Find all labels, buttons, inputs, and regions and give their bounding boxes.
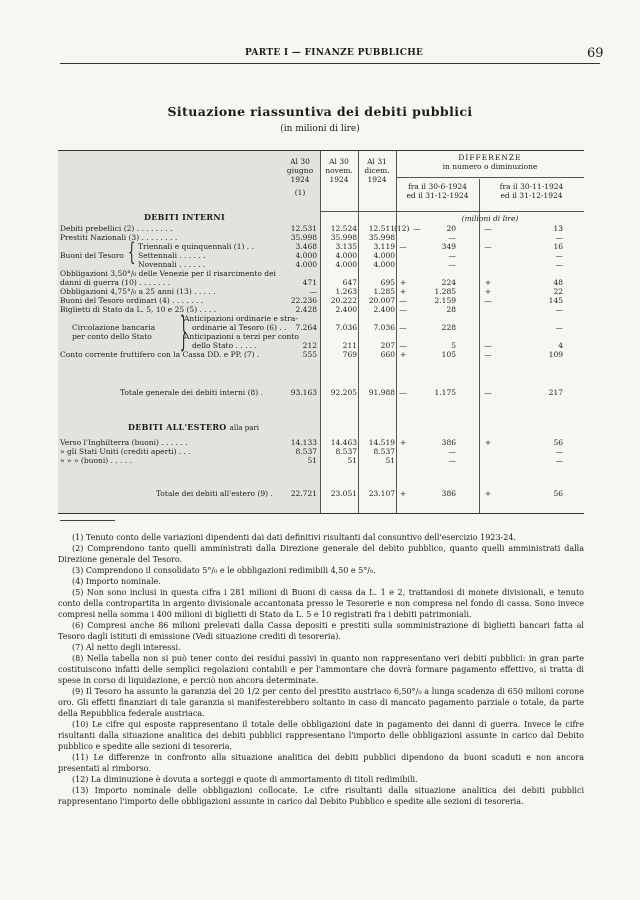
units-note: (milioni di lire) (461, 214, 519, 223)
circ-group-label: Circolazione bancaria (72, 323, 156, 332)
col-header-diff-1: fra il 30-6-1924 ed il 31-12-1924 (406, 182, 469, 200)
footnote: (1) Tenuto conto delle variazioni dipendenti dai dati definitivi risultanti dal consuntivo dell'esercizio 1923-24. (72, 533, 516, 542)
footnote: (7) Al netto degli interessi. (72, 643, 181, 652)
external-heading: DEBITI ALL'ESTERO alla pari (128, 422, 259, 432)
table-row: Anticipazioni ordinarie e stra- (184, 314, 298, 323)
brace: } (179, 309, 188, 355)
debt-table (58, 150, 584, 514)
footnote: (4) Importo nominale. (72, 577, 161, 586)
buoni-group-label: Buoni del Tesoro (60, 251, 124, 260)
brace: { (127, 238, 136, 266)
table-row: » gli Stati Uniti (crediti aperti) . . . 8.537 8.537 8.537 — — (60, 447, 563, 456)
header-bottom-rule (321, 211, 584, 212)
table-row: Prestiti Nazionali (3) . . . . . . . . 35.998 35.998 35.998 — — (60, 233, 563, 242)
table-row: ordinarie al Tesoro (6) . . 7.264 7.036 7.036 — 228 — (192, 323, 563, 332)
header-rule (60, 63, 600, 64)
external-total-row: Totale dei debiti all'estero (9) . 22.721 23.051 23.107 + 386 + 56 (156, 489, 563, 498)
table-title: Situazione riassuntiva dei debiti pubblici (167, 104, 473, 119)
footnotes (58, 532, 584, 807)
table-row: Biglietti di Stato da L. 5, 10 e 25 (5) . . . . 2.428 2.400 2.400 — 28 — (60, 305, 563, 314)
table-row: Verso l'Inghilterra (buoni) . . . . . . 14.133 14.463 14.519 + 386 + 56 (60, 438, 563, 447)
footnote: (12) La diminuzione è dovuta a sorteggi e quote di ammortamento di titoli redimibili. (72, 775, 418, 784)
footnote: (3) Comprendono il consolidato 5°/₀ e le obbligazioni redimibili 4,50 e 5°/₀. (72, 566, 376, 575)
table-row: Debiti prebellici (2) . . . . . . . . 12.531 12.524 12.511 (12) — 20 — 13 (60, 224, 563, 233)
footnote: (5) Non sono inclusi in questa cifra i 281 milioni di Buoni di cassa da L. 1 e 2, trattandosi di monete divisionali, e tenuto conto della contropartita in argento divisionale accantonata presso le Tesorerie e non compresa nel fondo di cassa. Sono invece compresi nella somma i 400 milioni di biglietti di Stato da L. 5 e 10 registrati fra i debiti patrimoniali. (58, 588, 584, 619)
table-row: Triennali e quinquennali (1) . . 3.468 3.135 3.119 — 349 — 16 (138, 242, 563, 251)
table-row: dello Stato . . . . . 212 211 207 — 5 — 4 (192, 341, 563, 350)
table-row: Settennali . . . . . . 4.000 4.000 4.000 — — (138, 251, 563, 260)
footnote: (8) Nella tabella non si può tener conto dei residui passivi in quanto non rappresentano veri debiti pubblici: in gran parte costituiscono infatti delle semplici regolazioni contabili e per l'ammontare che dovrà formare pagamento effettivo, si tratta di spese in corso di liquidazione, e perciò non ancora determinate. (58, 654, 584, 685)
col-header-diff-2: fra il 30-11-1924 ed il 31-12-1924 (499, 182, 564, 200)
circ-group-label: per conto dello Stato (72, 332, 152, 341)
col-header-differences: DIFFERENZE in numero o diminuzione (442, 153, 538, 171)
footnote: (10) Le cifre qui esposte rappresentano il totale delle obbligazioni date in pagamento dei danni di guerra. Invece le cifre risultanti dalla situazione analitica dei debiti pubblici rappresentano l'importo delle obbligazioni assunte in carico dal Debito pubblico e spedite alle sezioni di tesoreria. (58, 720, 584, 751)
table-row: Anticipazioni a terzi per conto (184, 332, 299, 341)
internal-total-row: Totale generale dei debiti interni (8) . 93.163 92.205 91.988 — 1.175 — 217 (120, 388, 563, 397)
footnote: (2) Comprendono tanto quelli amministrati dalla Direzione generale del debito pubblico, quanto quelli amministrati dalla Direzione generale del Tesoro. (58, 544, 584, 564)
table-row: Conto corrente fruttifero con la Cassa DD. e PP. (7) . 555 769 660 + 105 — 109 (60, 350, 563, 359)
table-row: danni di guerra (10) . . . . . . . 471 647 695 + 224 + 48 (60, 278, 563, 287)
running-header: PARTE I — FINANZE PUBBLICHE (245, 48, 424, 58)
col-header-jun: Al 30 giugno 1924 (1) (286, 157, 314, 197)
footnote: (9) Il Tesoro ha assunto la garanzia del 20 1/2 per cento del prestito austriaco 6,50°/₀ a lunga scadenza di 650 milioni corone oro. Gli effetti finanziari di tale garanzia si manifesterebbero soltanto in caso di mancato pagamento parziale o totale, da parte della Repubblica federale austriaca. (58, 687, 584, 718)
table-row: Obbligazioni 3,50°/₀ delle Venezie per il risarcimento dei (60, 269, 276, 278)
table-row: Obbligazioni 4,75°/₀ a 25 anni (13) . . . . . — 1.263 1.285 + 1.285 + 22 (60, 287, 563, 296)
col-header-dec: Al 31 dicem. 1924 (364, 157, 390, 184)
diff-rule (396, 177, 584, 178)
col-header-nov: Al 30 novem. 1924 (325, 157, 353, 184)
table-row: Novennali . . . . . . 4.000 4.000 4.000 — — (138, 260, 563, 269)
table-subtitle: (in milioni di lire) (280, 124, 360, 134)
footnote: (6) Compresi anche 86 milioni prelevati dalla Cassa depositi e prestiti sulla somministrazione di biglietti bancari fatta al Tesoro dagli istituti di emissione (Vedi situazione crediti di tesoreria). (58, 621, 584, 641)
footnote: (13) Importo nominale delle obbligazioni collocate. Le cifre risultanti dalla situazione analitica dei debiti pubblici rappresentano l'importo delle obbligazioni assunte in carico dal Debito Pubblico e spedite alle sezioni di tesoreria. (58, 786, 584, 806)
table-row: Buoni del Tesoro ordinari (4) . . . . . . . 22.236 20.222 20.007 — 2.159 — 145 (60, 296, 563, 305)
footnote-rule (60, 520, 115, 521)
table-row: » » » (buoni) . . . . . 51 51 51 — — (60, 456, 563, 465)
page-number: 69 (587, 46, 604, 61)
internal-heading: DEBITI INTERNI (144, 212, 226, 222)
footnote: (11) Le differenze in confronto alla situazione analitica dei debiti pubblici dipendono da buoni scaduti e non ancora presentati al rimborso. (58, 753, 584, 773)
